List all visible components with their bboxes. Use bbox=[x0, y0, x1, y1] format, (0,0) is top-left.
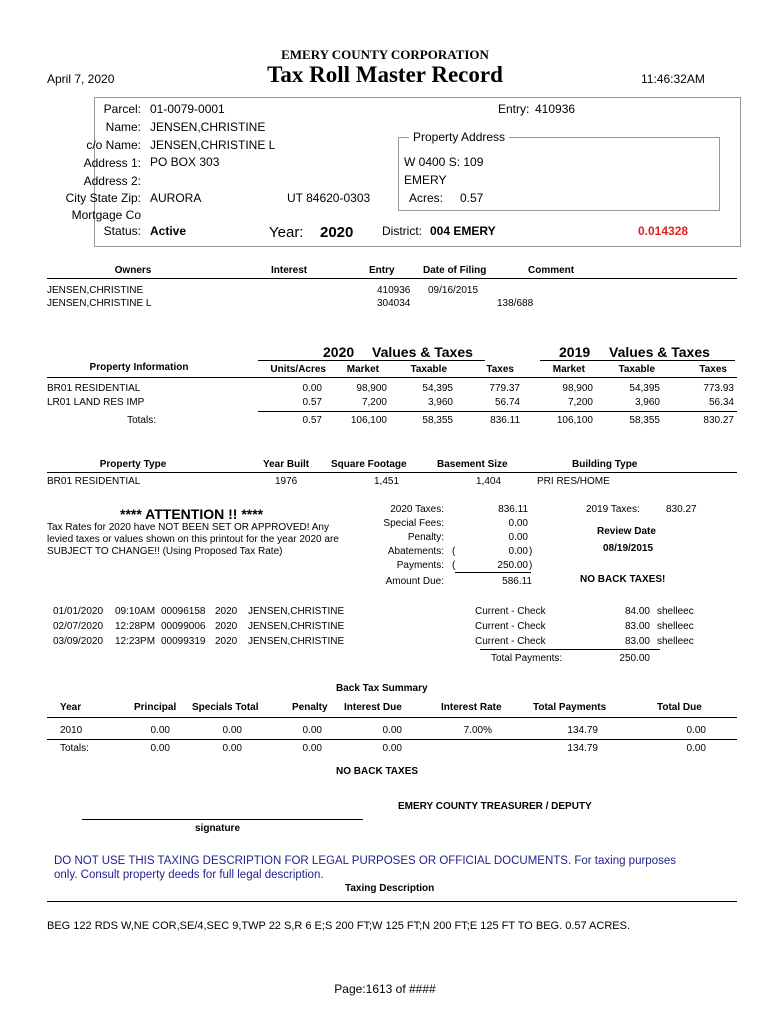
tax-rate: 0.014328 bbox=[638, 224, 689, 238]
owners-header: Owners bbox=[114, 265, 152, 276]
bt-totals-total-due: 0.00 bbox=[686, 743, 706, 754]
building-divider bbox=[47, 472, 737, 473]
summary-special: 0.00 bbox=[508, 518, 528, 529]
owner-row-entry: 304034 bbox=[377, 298, 411, 309]
bt-year: 2010 bbox=[60, 725, 83, 736]
no-back-taxes-note: NO BACK TAXES bbox=[336, 766, 419, 777]
taxing-description-rule bbox=[47, 901, 737, 902]
values-title-current: Values & Taxes bbox=[372, 344, 473, 360]
taxable-prev-header: Taxable bbox=[618, 364, 655, 375]
property-address-line1: W 0400 S: 109 bbox=[404, 155, 484, 169]
payment-receipt: 00099319 bbox=[161, 636, 206, 647]
payment-receipt: 00096158 bbox=[161, 606, 206, 617]
page-title: Tax Roll Master Record bbox=[267, 62, 503, 87]
mortgage-label: Mortgage Co bbox=[71, 208, 141, 222]
address1: PO BOX 303 bbox=[150, 155, 220, 169]
values-year-previous: 2019 bbox=[559, 344, 591, 360]
values-row-units: 0.00 bbox=[302, 383, 322, 394]
bt-totals-total-payments: 134.79 bbox=[567, 743, 598, 754]
bt-total-due-header: Total Due bbox=[657, 702, 702, 713]
values-row-taxes: 56.74 bbox=[494, 397, 520, 408]
interest-header: Interest bbox=[271, 265, 308, 276]
payment-amount: 84.00 bbox=[624, 606, 650, 617]
building-type-header: Building Type bbox=[572, 459, 638, 470]
payments-open-paren: ( bbox=[452, 560, 456, 571]
values-row-taxes: 779.37 bbox=[489, 383, 520, 394]
owner-row-date: 09/16/2015 bbox=[428, 285, 479, 296]
attention-line1: Tax Rates for 2020 have NOT BEEN SET OR APPROVED! Any bbox=[47, 522, 329, 533]
market-prev-header: Market bbox=[552, 364, 585, 375]
values-totals-taxes: 836.11 bbox=[490, 415, 520, 426]
previous-taxes-label: 2019 Taxes: bbox=[586, 504, 640, 515]
summary-due: 586.11 bbox=[502, 576, 532, 587]
payment-amount: 83.00 bbox=[624, 621, 650, 632]
summary-due-label: Amount Due: bbox=[385, 576, 444, 587]
disclaimer-line1: DO NOT USE THIS TAXING DESCRIPTION FOR LEGAL PURPOSES OR OFFICIAL DOCUMENTS. For taxing purposes bbox=[54, 855, 676, 867]
bt-totals-penalty: 0.00 bbox=[302, 743, 322, 754]
owner-row-entry: 410936 bbox=[377, 285, 411, 296]
district-label: District: bbox=[382, 224, 422, 238]
payment-time: 12:28PM bbox=[115, 621, 156, 632]
attention-line2: levied taxes or values shown on this printout for the year 2020 are bbox=[47, 534, 339, 545]
values-row-units: 0.57 bbox=[302, 397, 322, 408]
co-name: JENSEN,CHRISTINE L bbox=[150, 138, 276, 152]
back-tax-totals-rule bbox=[47, 739, 737, 740]
payment-year: 2020 bbox=[215, 621, 238, 632]
payments-rule bbox=[480, 649, 660, 650]
payment-user: shelleec bbox=[657, 621, 694, 632]
bt-total-payments: 134.79 bbox=[567, 725, 598, 736]
payment-name: JENSEN,CHRISTINE bbox=[248, 606, 345, 617]
previous-taxes: 830.27 bbox=[666, 504, 697, 515]
payment-user: shelleec bbox=[657, 606, 694, 617]
bt-specials-header: Specials Total bbox=[192, 702, 259, 713]
payment-name: JENSEN,CHRISTINE bbox=[248, 636, 345, 647]
values-row-info: LR01 LAND RES IMP bbox=[47, 397, 145, 408]
owner-name: JENSEN,CHRISTINE bbox=[150, 120, 266, 134]
units-header: Units/Acres bbox=[270, 364, 326, 375]
bt-principal: 0.00 bbox=[150, 725, 170, 736]
bt-total-payments-header: Total Payments bbox=[533, 702, 607, 713]
values-totals-units: 0.57 bbox=[302, 415, 322, 426]
payment-time: 12:23PM bbox=[115, 636, 156, 647]
bt-totals-specials: 0.00 bbox=[222, 743, 242, 754]
print-date: April 7, 2020 bbox=[47, 72, 115, 86]
market-header: Market bbox=[346, 364, 379, 375]
payment-name: JENSEN,CHRISTINE bbox=[248, 621, 345, 632]
payment-user: shelleec bbox=[657, 636, 694, 647]
payment-date: 01/01/2020 bbox=[53, 606, 104, 617]
parcel-number: 01-0079-0001 bbox=[150, 102, 225, 116]
values-row-taxable-prev: 3,960 bbox=[634, 397, 660, 408]
values-header-divider bbox=[47, 377, 737, 378]
district-value: 004 EMERY bbox=[430, 224, 496, 238]
abatements-close-paren: ) bbox=[529, 546, 533, 557]
values-row-market: 7,200 bbox=[361, 397, 387, 408]
org-name: EMERY COUNTY CORPORATION bbox=[281, 47, 489, 62]
values-totals-market: 106,100 bbox=[350, 415, 387, 426]
no-back-taxes-flag: NO BACK TAXES! bbox=[580, 574, 666, 585]
owner-row-name: JENSEN,CHRISTINE L bbox=[47, 298, 152, 309]
values-totals-market-prev: 106,100 bbox=[556, 415, 593, 426]
values-row-taxable: 3,960 bbox=[427, 397, 453, 408]
summary-penalty-label: Penalty: bbox=[407, 532, 444, 543]
values-row-taxes-prev: 773.93 bbox=[703, 383, 734, 394]
address2-label: Address 2: bbox=[83, 174, 141, 188]
payment-date: 02/07/2020 bbox=[53, 621, 104, 632]
property-info-header: Property Information bbox=[89, 362, 189, 373]
back-tax-title: Back Tax Summary bbox=[336, 683, 428, 694]
attention-line3: SUBJECT TO CHANGE!! (Using Proposed Tax Rate) bbox=[47, 546, 283, 557]
square-footage-header: Square Footage bbox=[331, 459, 407, 470]
values-row-taxes-prev: 56.34 bbox=[708, 397, 734, 408]
values-row-taxable: 54,395 bbox=[422, 383, 453, 394]
total-payments-label: Total Payments: bbox=[491, 653, 563, 664]
summary-taxes: 836.11 bbox=[498, 504, 528, 515]
entry-label: Entry: bbox=[498, 102, 530, 116]
print-time: 11:46:32AM bbox=[641, 72, 705, 86]
summary-abatements-label: Abatements: bbox=[387, 546, 444, 557]
disclaimer-line2: only. Consult property deeds for full legal description. bbox=[54, 869, 324, 881]
values-row-info: BR01 RESIDENTIAL bbox=[47, 383, 141, 394]
property-address-line2: EMERY bbox=[404, 173, 447, 187]
signature-label: signature bbox=[195, 823, 241, 834]
review-date-label: Review Date bbox=[597, 526, 656, 537]
abatements-open-paren: ( bbox=[452, 546, 456, 557]
summary-payments: 250.00 bbox=[497, 560, 528, 571]
values-current-rule bbox=[258, 360, 485, 361]
taxes-prev-header: Taxes bbox=[699, 364, 727, 375]
building-square-footage: 1,451 bbox=[374, 476, 400, 487]
year-value: 2020 bbox=[320, 224, 354, 241]
owners-divider bbox=[47, 278, 737, 279]
bt-totals-interest-due: 0.00 bbox=[382, 743, 402, 754]
summary-special-label: Special Fees: bbox=[383, 518, 444, 529]
owner-row-comment: 138/688 bbox=[497, 298, 534, 309]
values-row-market-prev: 7,200 bbox=[567, 397, 593, 408]
payment-receipt: 00099006 bbox=[161, 621, 206, 632]
bt-total-due: 0.00 bbox=[686, 725, 706, 736]
bt-interest-due: 0.00 bbox=[382, 725, 402, 736]
values-totals-taxes-prev: 830.27 bbox=[703, 415, 734, 426]
values-row-taxable-prev: 54,395 bbox=[629, 383, 660, 394]
owner-row-name: JENSEN,CHRISTINE bbox=[47, 285, 144, 296]
taxes-header: Taxes bbox=[486, 364, 514, 375]
payment-method: Current - Check bbox=[475, 636, 546, 647]
building-year-built: 1976 bbox=[275, 476, 298, 487]
payment-year: 2020 bbox=[215, 606, 238, 617]
payment-year: 2020 bbox=[215, 636, 238, 647]
bt-penalty-header: Penalty bbox=[292, 702, 328, 713]
building-basement-size: 1,404 bbox=[476, 476, 502, 487]
property-address-title: Property Address bbox=[409, 130, 509, 144]
payment-time: 09:10AM bbox=[115, 606, 156, 617]
values-year-current: 2020 bbox=[323, 344, 355, 360]
co-name-label: c/o Name: bbox=[86, 138, 141, 152]
building-property-type: BR01 RESIDENTIAL bbox=[47, 476, 141, 487]
filing-date-header: Date of Filing bbox=[423, 265, 487, 276]
page-number: Page:1613 of #### bbox=[334, 982, 436, 996]
bt-interest-rate-header: Interest Rate bbox=[441, 702, 502, 713]
legal-description: BEG 122 RDS W,NE COR,SE/4,SEC 9,TWP 22 S,R 6 E;S 200 FT;W 125 FT;N 200 FT;E 125 FT TO BEG. 0.57 ACRES. bbox=[47, 920, 631, 932]
year-label: Year: bbox=[269, 224, 304, 241]
bt-interest-due-header: Interest Due bbox=[344, 702, 402, 713]
values-row-market: 98,900 bbox=[356, 383, 387, 394]
payment-method: Current - Check bbox=[475, 606, 546, 617]
status-value: Active bbox=[150, 224, 187, 238]
entry-header: Entry bbox=[369, 265, 395, 276]
city-label: City State Zip: bbox=[65, 191, 141, 205]
acres-value: 0.57 bbox=[460, 191, 484, 205]
bt-specials: 0.00 bbox=[222, 725, 242, 736]
values-title-previous: Values & Taxes bbox=[609, 344, 710, 360]
property-type-header: Property Type bbox=[99, 459, 167, 470]
payment-method: Current - Check bbox=[475, 621, 546, 632]
payment-date: 03/09/2020 bbox=[53, 636, 104, 647]
summary-penalty: 0.00 bbox=[508, 532, 528, 543]
bt-penalty: 0.00 bbox=[302, 725, 322, 736]
address1-label: Address 1: bbox=[83, 156, 141, 170]
summary-rule bbox=[455, 572, 531, 573]
values-totals-label: Totals: bbox=[127, 415, 156, 426]
payment-amount: 83.00 bbox=[624, 636, 650, 647]
taxable-header: Taxable bbox=[410, 364, 447, 375]
summary-payments-label: Payments: bbox=[396, 560, 444, 571]
summary-abatements: 0.00 bbox=[508, 546, 528, 557]
city: AURORA bbox=[150, 191, 202, 205]
summary-taxes-label: 2020 Taxes: bbox=[390, 504, 444, 515]
bt-totals-principal: 0.00 bbox=[150, 743, 170, 754]
entry-number: 410936 bbox=[535, 102, 576, 116]
year-built-header: Year Built bbox=[263, 459, 310, 470]
values-previous-rule bbox=[540, 360, 735, 361]
parcel-label: Parcel: bbox=[103, 102, 141, 116]
bt-principal-header: Principal bbox=[134, 702, 177, 713]
state-zip: UT 84620-0303 bbox=[287, 191, 371, 205]
treasurer-label: EMERY COUNTY TREASURER / DEPUTY bbox=[398, 801, 592, 812]
name-label: Name: bbox=[105, 120, 141, 134]
payments-close-paren: ) bbox=[529, 560, 533, 571]
acres-label: Acres: bbox=[409, 191, 444, 205]
status-label: Status: bbox=[103, 224, 141, 238]
signature-line bbox=[82, 819, 363, 820]
back-tax-divider bbox=[47, 717, 737, 718]
review-date: 08/19/2015 bbox=[603, 543, 654, 554]
total-payments: 250.00 bbox=[619, 653, 650, 664]
bt-interest-rate: 7.00% bbox=[463, 725, 492, 736]
bt-year-header: Year bbox=[60, 702, 82, 713]
values-row-market-prev: 98,900 bbox=[562, 383, 593, 394]
values-totals-taxable: 58,355 bbox=[422, 415, 453, 426]
taxing-description-title: Taxing Description bbox=[345, 883, 435, 894]
bt-totals-label: Totals: bbox=[60, 743, 89, 754]
comment-header: Comment bbox=[528, 265, 575, 276]
basement-header: Basement Size bbox=[437, 459, 508, 470]
attention-title: **** ATTENTION !! **** bbox=[120, 506, 264, 522]
values-totals-rule bbox=[258, 411, 737, 412]
values-totals-taxable-prev: 58,355 bbox=[629, 415, 660, 426]
building-type: PRI RES/HOME bbox=[537, 476, 610, 487]
